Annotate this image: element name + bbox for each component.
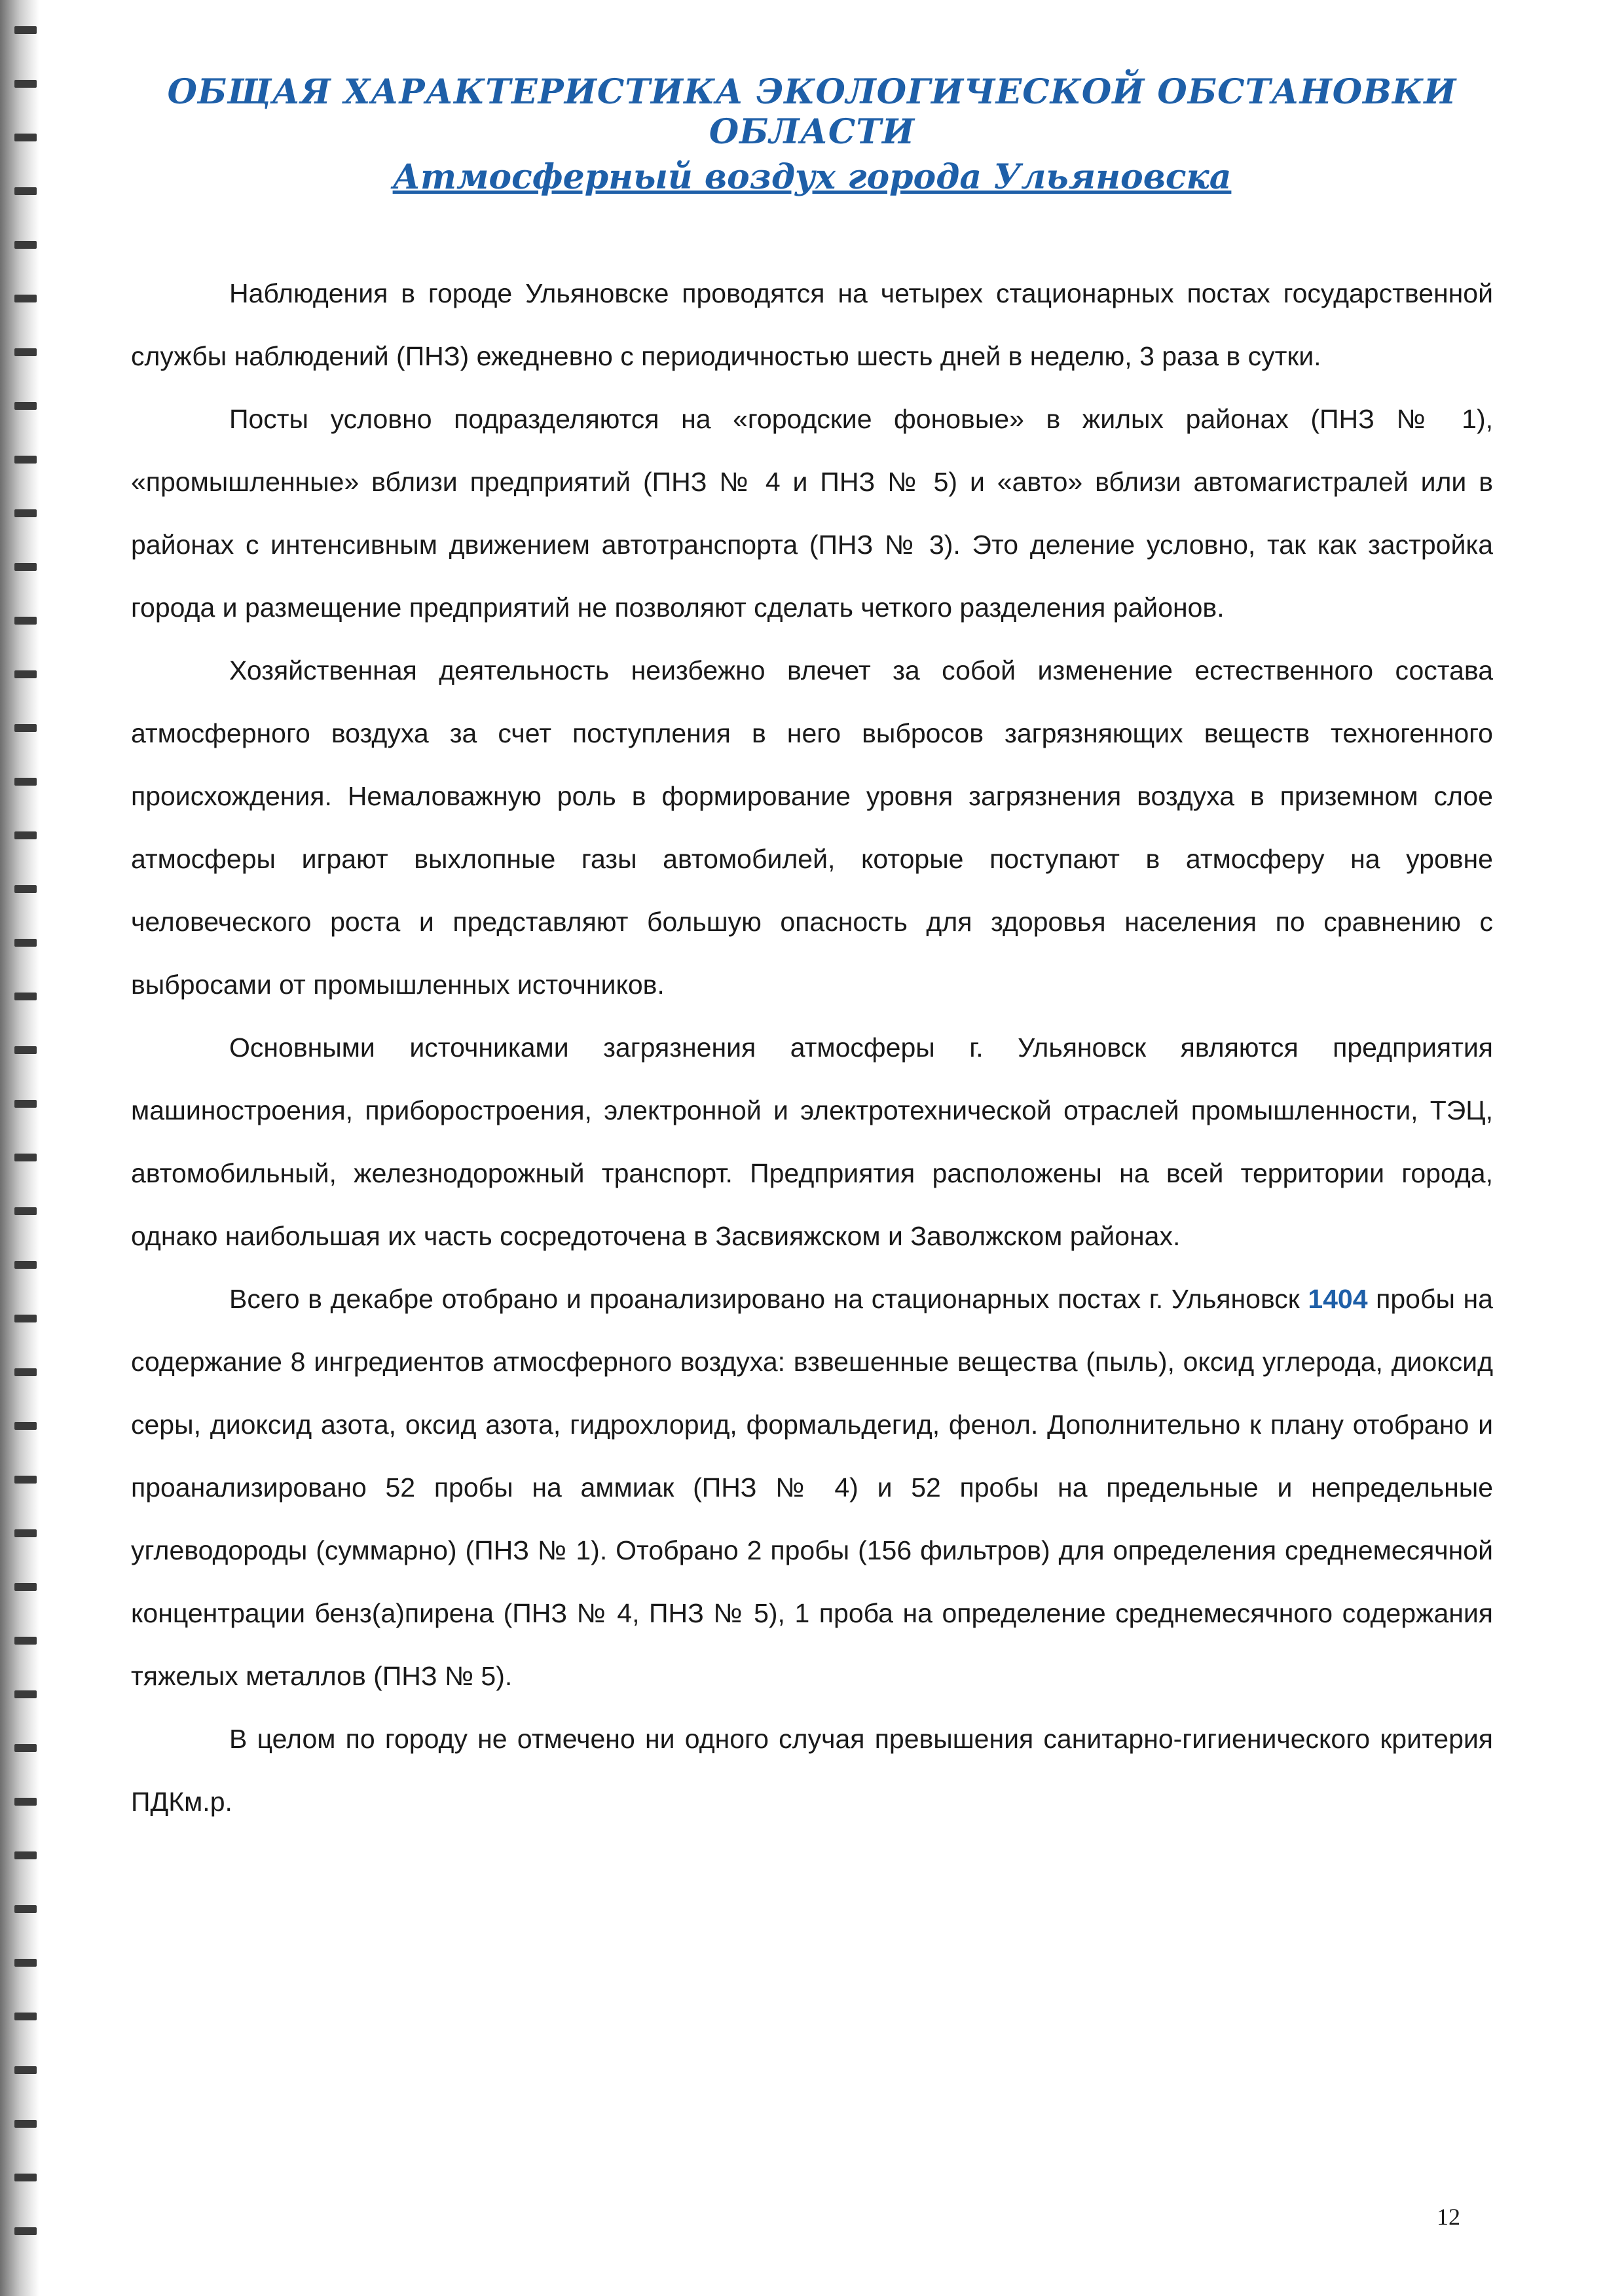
binding-hole xyxy=(14,617,37,625)
paragraph-conclusion: В целом по городу не отмечено ни одного случая превышения санитарно-гигиенического критерия ПДКм.р. xyxy=(131,1724,1493,1817)
binding-hole xyxy=(14,670,37,678)
binding-hole xyxy=(14,1959,37,1967)
binding-hole xyxy=(14,885,37,893)
paragraph-monitoring: Наблюдения в городе Ульяновске проводятся на четырех стационарных постах государственной службы наблюдений (ПНЗ) ежедневно с периодичностью шесть дней в неделю, 3 раза в сутки. xyxy=(131,278,1493,371)
paragraph-sources: Основными источниками загрязнения атмосферы г. Ульяновск являются предприятия машиностроения, приборостроения, электронной и электротехнической отраслей промышленности, ТЭЦ, автомобильный, железнодорожный транспорт. Предприятия расположены на всей территории города, однако наибольшая их часть сосредоточена в Засвияжском и Заволжском районах. xyxy=(131,1032,1493,1251)
binding-hole xyxy=(14,402,37,410)
binding-hole xyxy=(14,1744,37,1752)
binding-hole xyxy=(14,295,37,302)
binding-strip xyxy=(0,0,39,2296)
binding-hole xyxy=(14,241,37,249)
binding-hole xyxy=(14,1637,37,1645)
binding-hole xyxy=(14,134,37,141)
document-title: ОБЩАЯ ХАРАКТЕРИСТИКА ЭКОЛОГИЧЕСКОЙ ОБСТАНОВКИ ОБЛАСТИ xyxy=(167,72,1457,152)
binding-hole xyxy=(14,348,37,356)
page-number: 12 xyxy=(1437,2204,1460,2230)
binding-hole xyxy=(14,1690,37,1698)
binding-hole xyxy=(14,2174,37,2181)
document-body xyxy=(131,262,1493,1833)
binding-hole xyxy=(14,778,37,786)
binding-hole xyxy=(14,1368,37,1376)
binding-hole xyxy=(14,1476,37,1484)
binding-hole xyxy=(14,1261,37,1269)
binding-hole xyxy=(14,1905,37,1913)
binding-hole xyxy=(14,1207,37,1215)
paragraph-posts: Посты условно подразделяются на «городские фоновые» в жилых районах (ПНЗ № 1), «промышленные» вблизи предприятий (ПНЗ № 4 и ПНЗ № 5) и «авто» вблизи автомагистралей или в районах с интенсивным движением автотранспорта (ПНЗ № 3). Это деление условно, так как застройка города и размещение предприятий не позволяют сделать четкого разделения районов. xyxy=(131,404,1493,623)
binding-hole xyxy=(14,831,37,839)
binding-hole xyxy=(14,2227,37,2235)
samples-text-start: Всего в декабре отобрано и проанализировано на стационарных постах г. Ульяновск xyxy=(229,1284,1308,1314)
samples-count: 1404 xyxy=(1308,1284,1368,1314)
binding-hole xyxy=(14,939,37,947)
samples-text-end: пробы на содержание 8 ингредиентов атмосферного воздуха: взвешенные вещества (пыль), оксид углерода, диоксид серы, диоксид азота, оксид азота, гидрохлорид, формальдегид, фенол. Дополнительно к плану отобрано и проанализировано 52 пробы на аммиак (ПНЗ № 4) и 52 пробы на предельные и непредельные углеводороды (суммарно) (ПНЗ № 1). Отобрано 2 пробы (156 фильтров) для определения среднемесячной концентрации бенз(а)пирена (ПНЗ № 4, ПНЗ № 5), 1 проба на определение среднемесячного содержания тяжелых металлов (ПНЗ № 5). xyxy=(131,1284,1493,1691)
binding-hole xyxy=(14,1100,37,1108)
binding-hole xyxy=(14,1154,37,1161)
binding-hole xyxy=(14,187,37,195)
binding-hole xyxy=(14,563,37,571)
binding-hole xyxy=(14,80,37,88)
binding-hole xyxy=(14,2120,37,2128)
binding-hole xyxy=(14,724,37,732)
binding-hole xyxy=(14,1046,37,1054)
binding-hole xyxy=(14,26,37,34)
binding-hole xyxy=(14,456,37,464)
binding-hole xyxy=(14,1315,37,1322)
binding-hole xyxy=(14,1422,37,1430)
paragraph-economic-activity: Хозяйственная деятельность неизбежно влечет за собой изменение естественного состава атмосферного воздуха за счет поступления в него выбросов загрязняющих веществ техногенного происхождения. Немаловажную роль в формирование уровня загрязнения воздуха в приземном слое атмосферы играют выхлопные газы автомобилей, которые поступают в атмосферу на уровне человеческого роста и представляют большую опасность для здоровья населения по сравнению с выбросами от промышленных источников. xyxy=(131,655,1493,1000)
binding-hole xyxy=(14,2066,37,2074)
binding-hole xyxy=(14,1583,37,1591)
binding-hole xyxy=(14,1529,37,1537)
paragraph-samples xyxy=(131,1267,1493,1707)
binding-hole xyxy=(14,993,37,1000)
document-page xyxy=(124,46,1500,2259)
binding-hole xyxy=(14,509,37,517)
document-subtitle: Атмосферный воздух города Ульяновска xyxy=(392,157,1232,197)
binding-hole xyxy=(14,2013,37,2020)
binding-hole xyxy=(14,1851,37,1859)
binding-hole xyxy=(14,1798,37,1806)
